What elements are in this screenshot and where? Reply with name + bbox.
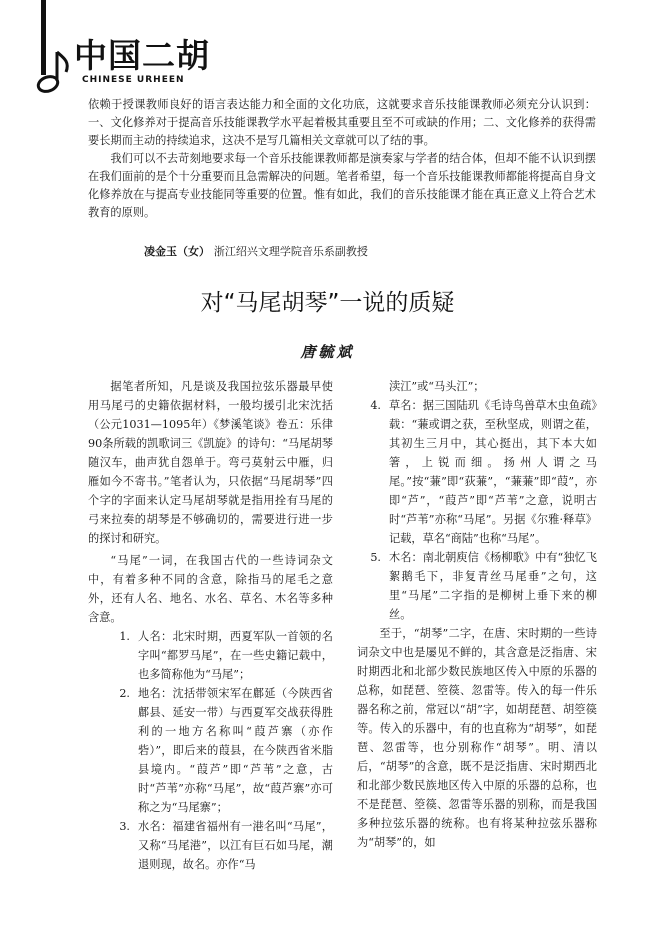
paragraph: 我们可以不去苛刻地要求每一个音乐技能课教师都是演奏家与学者的结合体，但却不能不认识到摆在我们面前的是个十分重要而且急需解决的问题。笔者希望，每一个音乐技能课教师都能将提高自身文化修养放在与提高专业技能同等重要的位置。惟有如此，我们的音乐技能课才能在真正意义上符合艺术教育的原则。 (88, 152, 596, 219)
magazine-title: 中国二胡 (74, 36, 210, 75)
author-note (144, 243, 368, 259)
article-title: 对“马尾胡琴”一说的质疑 (200, 290, 455, 316)
list-item (88, 817, 333, 874)
list-text: 草名：据三国陆玑《毛诗鸟兽草木虫鱼疏》载：“蒹或谓之获，至秋坚成，则谓之萑，其初生三月中，其心挺出，其下本大如箸，上锐而细。扬州人谓之马尾。”按“蒹”即“荻蒹”，“蒹蒹”即“葭”，亦即“芦”，“葭芦”即“芦苇”之意，说明古时“芦苇”亦称“马尾”。另据《尔雅·释草》记载，草名“商陆”也称“马尾”。 (389, 399, 597, 545)
list-text: 地名：沈括带领宋军在鄜延（今陕西省鄜县、延安一带）与西夏军交战获得胜利的一地方名称叫“葭芦寨（亦作砦）”，即后来的葭县，在今陕西省米脂县境内。“葭芦”即“芦苇”之意，古时“芦苇”亦称“马尾”，故“葭芦寨”亦可称之为“马尾寨”； (138, 687, 333, 814)
right-column (357, 377, 597, 852)
list-item (88, 684, 333, 817)
list-item (357, 396, 597, 548)
article-author: 唐毓斌 (300, 343, 355, 361)
author-affiliation: 浙江绍兴文理学院音乐系副教授 (213, 245, 368, 258)
paragraph: “马尾”一词，在我国古代的一些诗词杂文中，有着多种不同的含意，除指马的尾毛之意外，还有人名、地名、水名、草名、木名等多种含意。 (88, 554, 333, 624)
paragraph: 至于，“胡琴”二字，在唐、宋时期的一些诗词杂文中也是屡见不鲜的，其含意是泛指唐、宋时期西北和北部少数民族地区传入中原的乐器的总称，如琵琶、箜篌、忽雷等。传入的每一件乐器名称之前，常冠以“胡”字，如胡琵琶、胡箜篌等。传入的乐器中，有的也直称为“胡琴”，如琵琶、忽雷等，也分别称作“胡琴”。明、清以后，“胡琴”的含意，既不是泛指唐、宋时期西北和北部少数民族地区传入中原的乐器的总称，也不是琵琶、箜篌、忽雷等乐器的别称，而是我国多种拉弦乐器的统称。也有将某种拉弦乐器称为“胡琴”的，如 (357, 627, 597, 849)
list-item (88, 627, 333, 684)
list-number: 2. (119, 687, 130, 700)
magazine-subtitle: CHINESE URHEEN (82, 75, 185, 85)
list-text: 人名：北宋时期，西夏军队一首领的名字叫“都罗马尾”，在一些史籍记载中，也多简称他为“马尾”； (138, 630, 333, 681)
music-note-icon (34, 50, 74, 94)
page-header (0, 0, 655, 92)
continued-text: 渎江”或“马头江”； (389, 380, 485, 393)
left-column (88, 377, 333, 874)
paragraph: 依赖于授课教师良好的语言表达能力和全面的文化功底，这就要求音乐技能课教师必须充分认识到：一、文化修养对于提高音乐技能课教学水平起着极其重要且至不可或缺的作用；二、文化修养的获得需要长期而主动的持续追求，这决不是写几篇相关文章就可以了结的事。 (88, 98, 596, 147)
list-number: 1. (119, 630, 130, 643)
list-text: 水名：福建省福州有一港名叫“马尾”，又称“马尾港”，以江有巨石如马尾，潮退则现，故名。亦作“马 (138, 820, 333, 871)
list-number: 5. (370, 551, 381, 564)
list-number: 3. (119, 820, 130, 833)
list-item (357, 548, 597, 624)
paragraph: 据笔者所知，凡是谈及我国拉弦乐器最早使用马尾弓的史籍依据材料，一般均援引北宋沈括（公元1031—1095年）《梦溪笔谈》卷五：乐律90条所载的凯歌词三《凯旋》的诗句：“马尾胡琴随汉车，曲声犹自怨单于。弯弓莫射云中雁，归雁如今不寄书。”笔者认为，只依据“马尾胡琴”四个字的字面来认定马尾胡琴就是指用拴有马尾的弓来拉奏的胡琴是不够确切的，需要进行进一步的探讨和研究。 (88, 380, 333, 545)
previous-article-tail (88, 96, 596, 222)
author-name: 凌金玉（女） (144, 245, 210, 258)
list-text: 木名：南北朝庾信《杨柳歌》中有“独忆飞絮鹅毛下，非复青丝马尾垂”之句，这里“马尾”二字指的是柳树上垂下来的柳丝。 (389, 551, 597, 621)
list-number: 4. (370, 399, 381, 412)
